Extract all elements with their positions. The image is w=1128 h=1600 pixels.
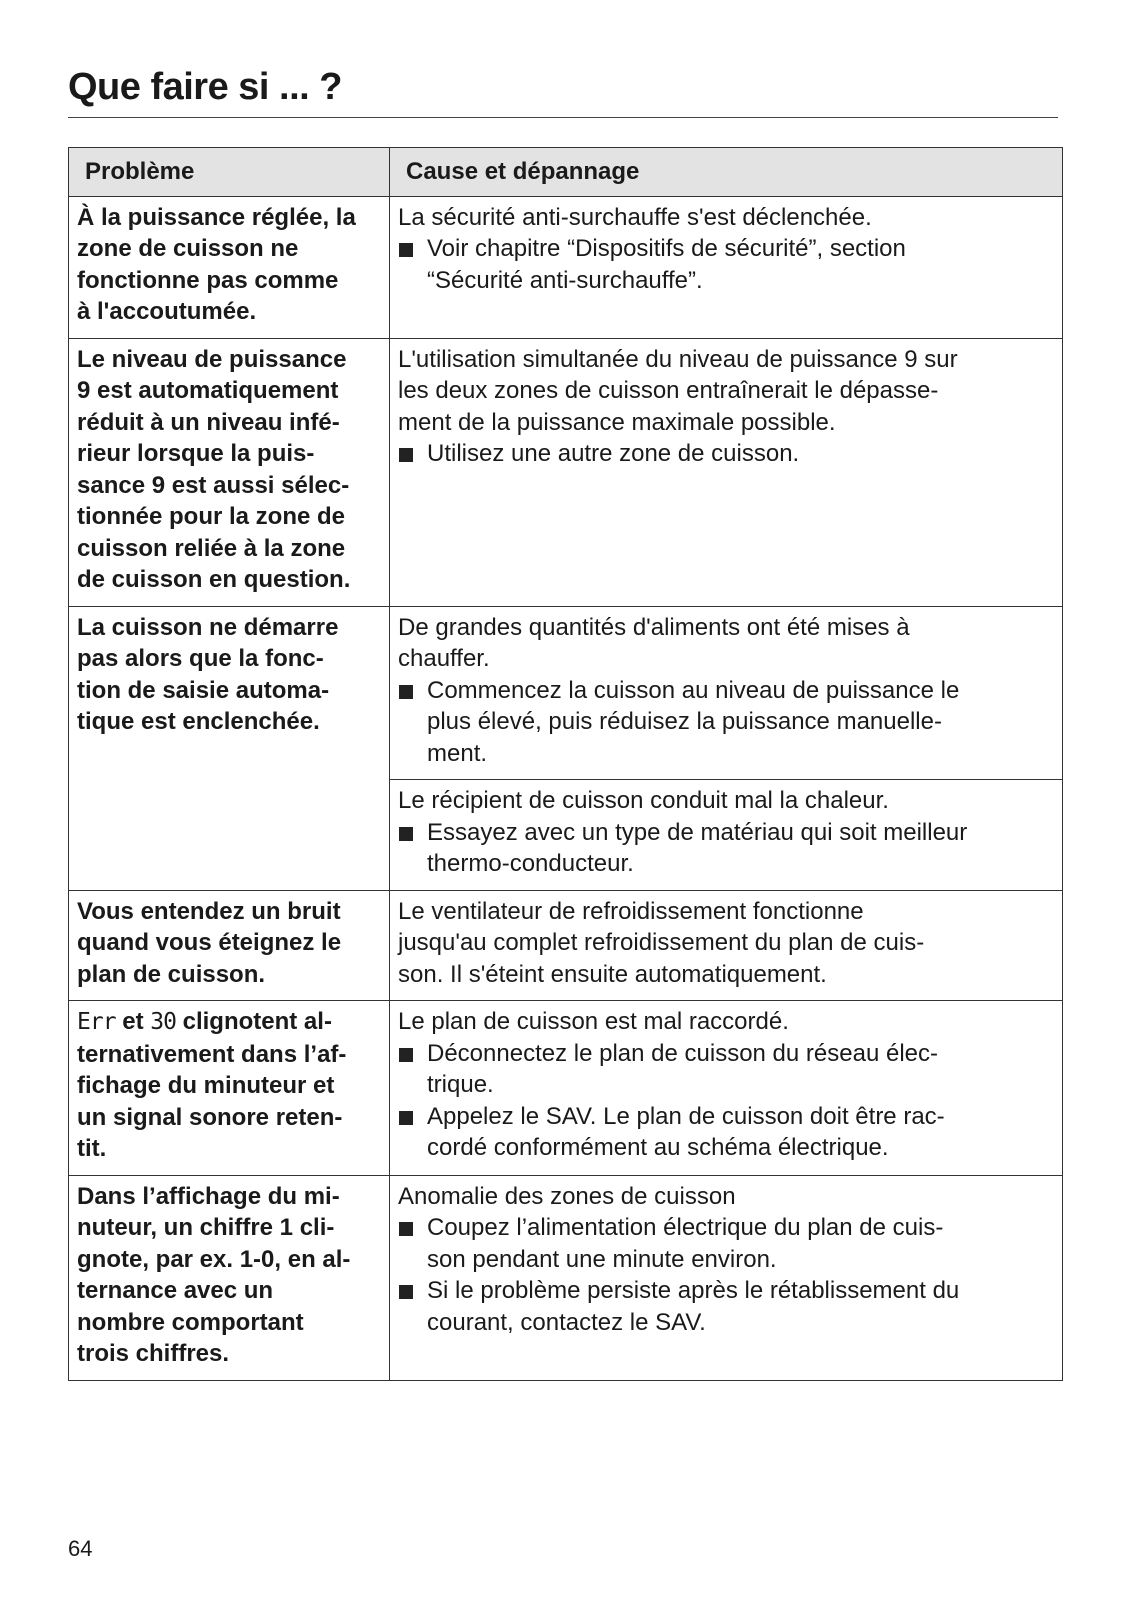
problem-cell bbox=[69, 1001, 390, 1176]
problem-line: trois chiffres. bbox=[77, 1340, 230, 1367]
remedy-line: thermo-conducteur. bbox=[427, 850, 634, 877]
table-row bbox=[69, 1175, 1063, 1380]
remedy-bullet bbox=[398, 817, 1052, 880]
cause-line: son. Il s'éteint ensuite automatiquement. bbox=[398, 960, 827, 988]
remedy-bullet bbox=[398, 233, 1052, 296]
display-code-30: 30 bbox=[150, 1009, 176, 1035]
table-row bbox=[69, 196, 1063, 338]
square-bullet-icon bbox=[399, 243, 413, 257]
remedy-line: Voir chapitre “Dispositifs de sécurité”, section bbox=[427, 235, 906, 262]
problem-cell bbox=[69, 338, 390, 606]
remedy-line: Utilisez une autre zone de cuisson. bbox=[427, 440, 800, 467]
problem-line: tion de saisie automa- bbox=[77, 676, 330, 704]
cause-cell bbox=[390, 1001, 1063, 1176]
remedy-line: Coupez l’alimentation électrique du plan de cuis- bbox=[427, 1214, 944, 1241]
problem-line: Le niveau de puissance bbox=[77, 345, 347, 373]
cause-cell bbox=[390, 338, 1063, 606]
problem-line: tit. bbox=[77, 1135, 107, 1162]
cause-line: Le ventilateur de refroidissement fonctionne bbox=[398, 897, 864, 925]
remedy-line: Appelez le SAV. Le plan de cuisson doit être rac- bbox=[427, 1102, 945, 1130]
problem-line: fonctionne pas comme bbox=[77, 266, 339, 294]
remedy-bullet bbox=[398, 1101, 1052, 1164]
problem-cell bbox=[69, 196, 390, 338]
problem-line bbox=[77, 1006, 383, 1039]
cause-line: chauffer. bbox=[398, 645, 490, 672]
remedy-line: Si le problème persiste après le rétablissement du bbox=[427, 1277, 960, 1304]
table-row bbox=[69, 1001, 1063, 1176]
table-row bbox=[69, 890, 1063, 1001]
problem-line: gnote, par ex. 1-0, en al- bbox=[77, 1245, 351, 1273]
cause-line: Le récipient de cuisson conduit mal la chaleur. bbox=[398, 787, 889, 814]
cause-line: La sécurité anti-surchauffe s'est déclenchée. bbox=[398, 203, 872, 231]
problem-line: cuisson reliée à la zone bbox=[77, 534, 346, 562]
problem-line: nuteur, un chiffre 1 cli- bbox=[77, 1214, 335, 1241]
problem-line: plan de cuisson. bbox=[77, 960, 266, 988]
square-bullet-icon bbox=[399, 827, 413, 841]
remedy-line: Déconnectez le plan de cuisson du réseau élec- bbox=[427, 1039, 938, 1067]
page-title: Que faire si ... ? bbox=[68, 66, 342, 108]
problem-cell bbox=[69, 606, 390, 890]
problem-line: quand vous éteignez le bbox=[77, 929, 342, 956]
remedy-line: cordé conformément au schéma électrique. bbox=[427, 1134, 889, 1161]
remedy-bullet bbox=[398, 438, 1052, 470]
problem-line: à l'accoutumée. bbox=[77, 298, 257, 325]
remedy-line: son pendant une minute environ. bbox=[427, 1245, 777, 1273]
problem-line: zone de cuisson ne bbox=[77, 235, 299, 262]
problem-text: clignotent al- bbox=[175, 1008, 332, 1035]
problem-line: tique est enclenchée. bbox=[77, 708, 320, 735]
problem-line: de cuisson en question. bbox=[77, 566, 351, 593]
square-bullet-icon bbox=[399, 1111, 413, 1125]
cause-cell bbox=[390, 890, 1063, 1001]
remedy-line: Commencez la cuisson au niveau de puissance le bbox=[427, 676, 960, 704]
remedy-line: ment. bbox=[427, 739, 488, 767]
cause-cell bbox=[390, 1175, 1063, 1380]
problem-line: un signal sonore reten- bbox=[77, 1103, 343, 1131]
cause-cell bbox=[390, 780, 1063, 891]
cause-cell bbox=[390, 196, 1063, 338]
page-number: 64 bbox=[68, 1536, 93, 1561]
problem-cell bbox=[69, 1175, 390, 1380]
cause-line: les deux zones de cuisson entraînerait le dépasse- bbox=[398, 377, 939, 404]
header-problem: Problème bbox=[69, 148, 390, 197]
square-bullet-icon bbox=[399, 1048, 413, 1062]
cause-line: L'utilisation simultanée du niveau de puissance 9 sur bbox=[398, 345, 958, 373]
problem-line: ternativement dans l’af- bbox=[77, 1040, 347, 1068]
troubleshooting-table bbox=[68, 147, 1063, 1381]
cause-line: Anomalie des zones de cuisson bbox=[398, 1182, 736, 1210]
remedy-line: “Sécurité anti-surchauffe”. bbox=[427, 266, 703, 294]
problem-line: pas alors que la fonc- bbox=[77, 645, 324, 672]
remedy-bullet bbox=[398, 1038, 1052, 1101]
header-cause: Cause et dépannage bbox=[390, 148, 1063, 197]
problem-line: À la puissance réglée, la bbox=[77, 203, 356, 231]
problem-line: ternance avec un bbox=[77, 1277, 274, 1304]
problem-line: nombre comportant bbox=[77, 1308, 304, 1336]
problem-line: La cuisson ne démarre bbox=[77, 613, 339, 641]
cause-line: Le plan de cuisson est mal raccordé. bbox=[398, 1008, 789, 1035]
display-code-err: Err bbox=[77, 1009, 116, 1035]
remedy-bullet bbox=[398, 1212, 1052, 1275]
square-bullet-icon bbox=[399, 1285, 413, 1299]
problem-line: Dans l’affichage du mi- bbox=[77, 1182, 340, 1210]
problem-cell bbox=[69, 890, 390, 1001]
cause-line: ment de la puissance maximale possible. bbox=[398, 408, 836, 436]
remedy-line: courant, contactez le SAV. bbox=[427, 1308, 706, 1336]
problem-line: fichage du minuteur et bbox=[77, 1072, 335, 1099]
cause-cell bbox=[390, 606, 1063, 780]
cause-line: De grandes quantités d'aliments ont été mises à bbox=[398, 613, 910, 641]
table-header-row bbox=[69, 148, 1063, 197]
square-bullet-icon bbox=[399, 1222, 413, 1236]
square-bullet-icon bbox=[399, 685, 413, 699]
remedy-bullet bbox=[398, 675, 1052, 770]
problem-line: sance 9 est aussi sélec- bbox=[77, 471, 350, 499]
remedy-line: trique. bbox=[427, 1071, 494, 1098]
remedy-bullet bbox=[398, 1275, 1052, 1338]
problem-text: et bbox=[115, 1008, 151, 1035]
problem-line: 9 est automatiquement bbox=[77, 377, 339, 404]
title-divider bbox=[68, 117, 1058, 118]
problem-line: Vous entendez un bruit bbox=[77, 897, 341, 925]
remedy-line: Essayez avec un type de matériau qui soit meilleur bbox=[427, 818, 968, 846]
table-row bbox=[69, 338, 1063, 606]
table-row bbox=[69, 606, 1063, 780]
problem-line: réduit à un niveau infé- bbox=[77, 408, 340, 436]
problem-line: rieur lorsque la puis- bbox=[77, 440, 315, 467]
square-bullet-icon bbox=[399, 448, 413, 462]
cause-line: jusqu'au complet refroidissement du plan de cuis- bbox=[398, 929, 925, 956]
remedy-line: plus élevé, puis réduisez la puissance manuelle- bbox=[427, 708, 942, 735]
problem-line: tionnée pour la zone de bbox=[77, 503, 346, 530]
